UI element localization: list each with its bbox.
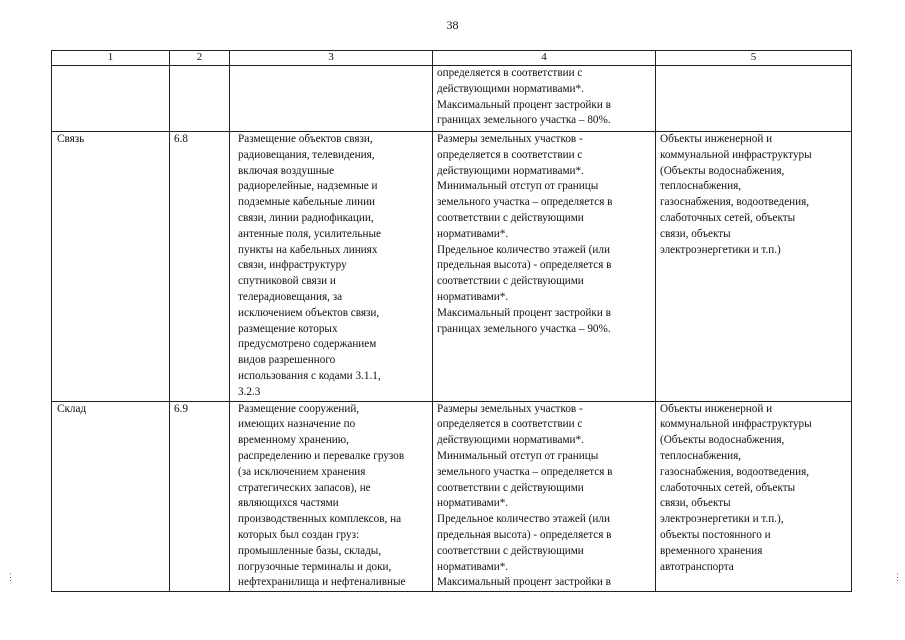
use-name-cell: Связь	[52, 132, 170, 402]
parameters-cell: определяется в соответствии с действующими нормативами*. Максимальный процент застройки в границах земельного участка – 80%.	[433, 66, 656, 132]
parameters-cell: Размеры земельных участков - определяется в соответствии с действующими нормативами*. Минимальный отступ от границы земельного участка – определяется в соответствии с действующими нормативами*. Предельное количество этажей (или предельная высота) - определяется в соответствии с действующими нормативами*. Максимальный процент застройки в границах земельного участка – 90%.	[433, 132, 656, 402]
use-code-cell	[170, 66, 230, 132]
header-row	[52, 51, 852, 66]
table-row	[52, 401, 852, 592]
right-margin-mark: ⋮	[893, 572, 902, 582]
auxiliary-uses-cell	[656, 66, 852, 132]
land-use-table	[51, 50, 852, 592]
use-code-cell: 6.8	[170, 132, 230, 402]
parameters-cell: Размеры земельных участков - определяется в соответствии с действующими нормативами*. Минимальный отступ от границы земельного участка – определяется в соответствии с действующими нормативами*. Предельное количество этажей (или предельная высота) - определяется в соответствии с действующими нормативами*. Максимальный процент застройки в	[433, 401, 656, 592]
use-description-cell: Размещение сооружений, имеющих назначение по временному хранению, распределению и перевалке грузов (за исключением хранения стратегических запасов), не являющихся частями производственных комплексов, на которых был создан груз: промышленные базы, склады, погрузочные терминалы и доки, нефтехранилища и нефтеналивные	[230, 401, 433, 592]
column-header-1: 1	[52, 51, 170, 66]
use-code-cell: 6.9	[170, 401, 230, 592]
column-header-2: 2	[170, 51, 230, 66]
auxiliary-uses-cell: Объекты инженерной и коммунальной инфраструктуры (Объекты водоснабжения, теплоснабжения, газоснабжения, водоотведения, слаботочных сетей, объекты связи, объекты электроэнергетики и т.п.), объекты постоянного и временного хранения автотранспорта	[656, 401, 852, 592]
use-description-cell: Размещение объектов связи, радиовещания, телевидения, включая воздушные радиорелейные, надземные и подземные кабельные линии связи, линии радиофикации, антенные поля, усилительные пункты на кабельных линиях связи, инфраструктуру спутниковой связи и телерадиовещания, за исключением объектов связи, размещение которых предусмотрено содержанием видов разрешенного использования с кодами 3.1.1, 3.2.3	[230, 132, 433, 402]
use-name-cell: Склад	[52, 401, 170, 592]
column-header-5: 5	[656, 51, 852, 66]
page-number: 38	[446, 18, 459, 32]
table-row	[52, 132, 852, 402]
left-margin-mark: ⋮	[6, 572, 15, 582]
use-name-cell	[52, 66, 170, 132]
column-header-4: 4	[433, 51, 656, 66]
column-header-3: 3	[230, 51, 433, 66]
auxiliary-uses-cell: Объекты инженерной и коммунальной инфраструктуры (Объекты водоснабжения, теплоснабжения, газоснабжения, водоотведения, слаботочных сетей, объекты связи, объекты электроэнергетики и т.п.)	[656, 132, 852, 402]
use-description-cell	[230, 66, 433, 132]
table-row	[52, 66, 852, 132]
